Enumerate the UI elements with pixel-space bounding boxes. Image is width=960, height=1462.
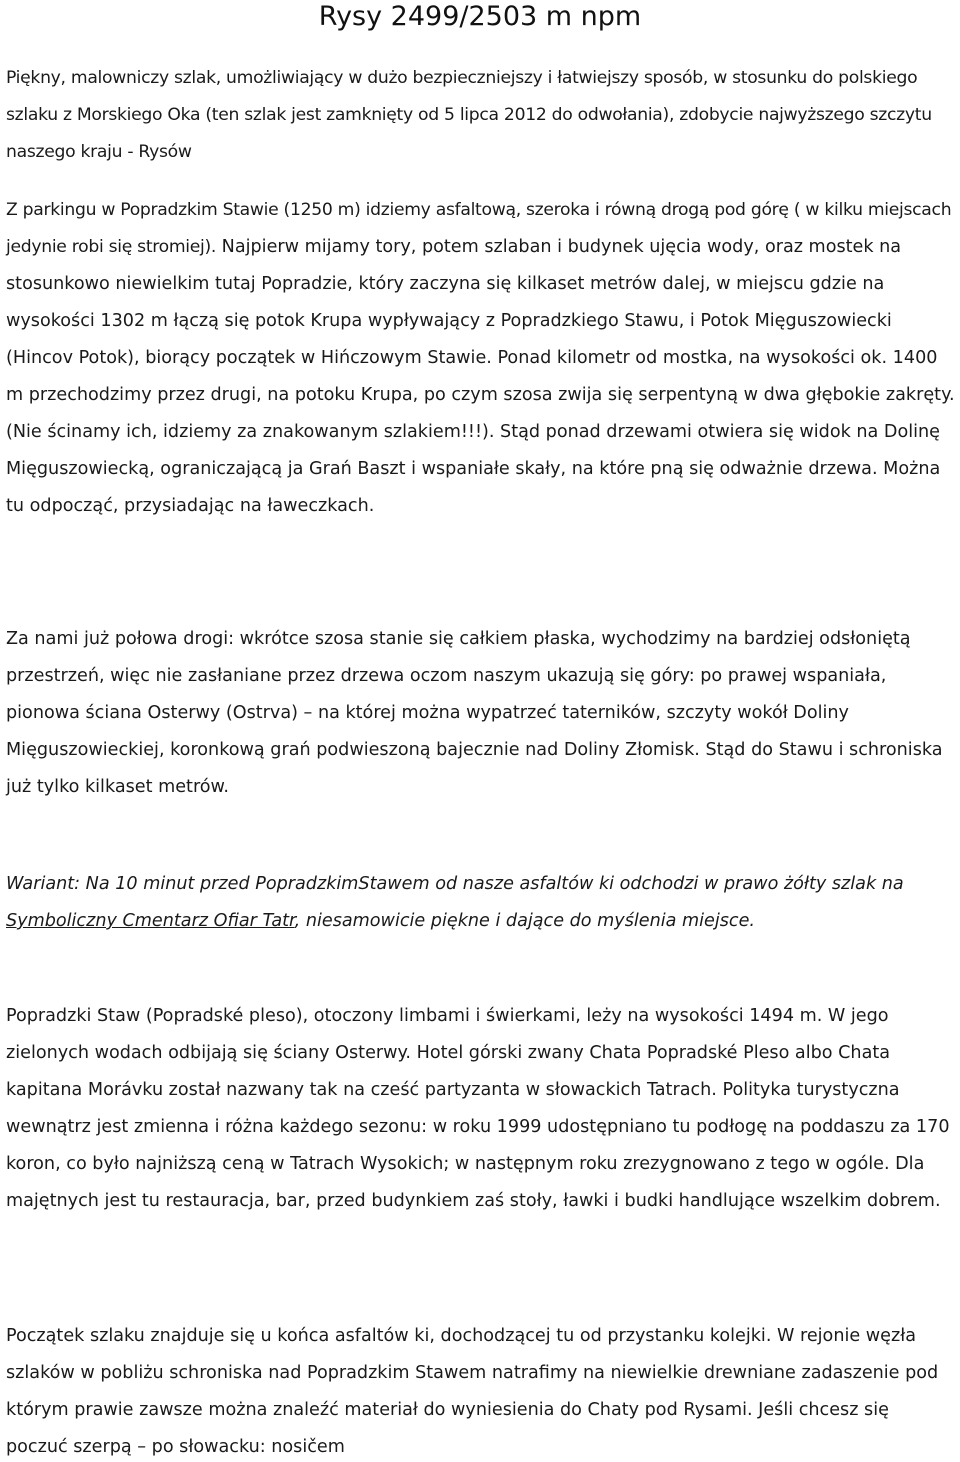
route-paragraph xyxy=(6,192,956,525)
route-paragraph-start: Z parkingu w Popradzkim Stawie (1250 m) idziemy asfaltową, szeroka i równą drogą pod górę ( w kilku miejscach jedynie robi się stromiej). xyxy=(6,200,952,257)
route-paragraph-rest: Najpierw mijamy tory, potem szlaban i budynek ujęcia wody, oraz mostek na stosunkowo niewielkim tutaj Popradzie, który zaczyna się kilkaset metrów dalej, w miejscu gdzie na wysokości 1302 m łączą się potok Krupa wypływający z Popradzkiego Stawu, i Potok Mięguszowiecki (Hincov Potok), biorący początek w Hińczowym Stawie. Ponad kilometr od mostka, na wysokości ok. 1400 m przechodzimy przez drugi, na potoku Krupa, po czym szosa zwija się serpentyną w dwa głębokie zakręty. (Nie ścinamy ich, idziemy za znakowanym szlakiem!!!). Stąd ponad drzewami otwiera się widok na Dolinę Mięguszowiecką, ograniczającą ja Grań Baszt i wspaniałe skały, na które pną się odważnie drzewa. Można tu odpocząć, przysiadając na ławeczkach. xyxy=(6,237,955,516)
lake-paragraph: Popradzki Staw (Popradské pleso), otoczony limbami i świerkami, leży na wysokości 1494 m. W jego zielonych wodach odbijają się ściany Osterwy. Hotel górski zwany Chata Popradské Pleso albo Chata kapitana Morávku został nazwany tak na cześć partyzanta w słowackich Tatrach. Polityka turystyczna wewnątrz jest zmienna i różna każdego sezonu: w roku 1999 udostępniano tu podłogę na poddaszu za 170 koron, co było najniższą ceną w Tatrach Wysokich; w następnym roku zrezygnowano z tego w ogóle. Dla majętnych jest tu restauracja, bar, przed budynkiem zaś stoły, ławki i budki handlujące wszelkim dobrem. xyxy=(6,1006,950,1211)
trail-start-paragraph: Początek szlaku znajduje się u końca asfaltów ki, dochodzącej tu od przystanku kolejki. W rejonie węzła szlaków w pobliżu schroniska nad Popradzkim Stawem natrafimy na niewielkie drewniane zadaszenie pod którym prawie zawsze można znaleźć materiał do wyniesienia do Chaty pod Rysami. Jeśli chcesz się poczuć szerpą – po słowacku: nosičem xyxy=(6,1326,939,1457)
variant-paragraph xyxy=(6,866,956,940)
halfway-paragraph: Za nami już połowa drogi: wkrótce szosa stanie się całkiem płaska, wychodzimy na bardziej odsłoniętą przestrzeń, więc nie zasłaniane przez drzewa oczom naszym ukazują się góry: po prawej wspaniała, pionowa ściana Osterwy (Ostrva) – na której można wypatrzeć taterników, szczyty wokół Doliny Mięguszowieckiej, koronkową grań podwieszoną bajecznie nad Doliny Złomisk. Stąd do Stawu i schroniska już tylko kilkaset metrów. xyxy=(6,629,943,797)
cemetery-link[interactable]: Symboliczny Cmentarz Ofiar Tatr xyxy=(6,911,295,931)
variant-text-start: Wariant: Na 10 minut przed PopradzkimStawem od nasze asfaltów ki odchodzi w prawo żółty szlak na xyxy=(6,874,904,894)
page-title: Rysy 2499/2503 m npm xyxy=(318,1,642,32)
intro-paragraph: Piękny, malowniczy szlak, umożliwiający w dużo bezpieczniejszy i łatwiejszy sposób, w stosunku do polskiego szlaku z Morskiego Oka (ten szlak jest zamknięty od 5 lipca 2012 do odwołania), zdobycie najwyższego szczytu naszego kraju - Rysów xyxy=(6,68,932,162)
variant-text-end: , niesamowicie piękne i dające do myślenia miejsce. xyxy=(294,911,755,931)
